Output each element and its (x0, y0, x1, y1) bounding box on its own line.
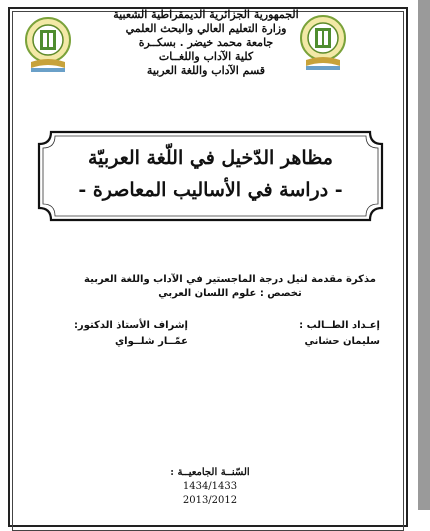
title-frame (37, 130, 384, 222)
header-department: قسم الآداب واللغة العربية (146, 64, 266, 77)
institution-header (106, 8, 306, 78)
student-name: سليمان حشاني (304, 336, 380, 347)
academic-year (140, 466, 280, 508)
supervisor-name: عمّــار شلــواي (115, 336, 188, 347)
supervisor-label: إشراف الأستاذ الدكتور: (73, 320, 188, 331)
thesis-title (37, 142, 384, 206)
supervisor-block (74, 318, 188, 350)
page-border-inner (12, 11, 404, 531)
thesis-description (80, 273, 380, 301)
academic-year-hijri: 1434/1433 (182, 481, 238, 492)
academic-year-label: السّنــة الجامعيــة : (170, 467, 250, 478)
degree-statement: مذكرة مقدمة لنيل درجة الماجستير في الآداب واللغة العربية (84, 274, 376, 285)
university-logo-left (23, 16, 73, 74)
header-faculty: كلية الآداب واللغــات (158, 50, 254, 63)
title-subtitle: - دراسة في الأساليب المعاصرة - (78, 179, 343, 201)
academic-year-gregorian: 2013/2012 (182, 495, 238, 506)
header-ministry: وزارة التعليم العالي والبحث العلمي (125, 22, 287, 35)
student-block (299, 318, 380, 350)
title-main: مظاهر الدّخيل في اللّغة العربيّة (88, 147, 333, 169)
header-republic: الجمهورية الجزائرية الديمقراطية الشعبية (113, 8, 299, 21)
viewer-scrollbar[interactable] (418, 0, 430, 510)
specialization: تخصص : علوم اللسان العربي (158, 288, 302, 299)
header-university: جامعة محمد خيضر . بسكــرة (138, 36, 274, 49)
student-label: إعـداد الطــالب : (299, 320, 380, 331)
